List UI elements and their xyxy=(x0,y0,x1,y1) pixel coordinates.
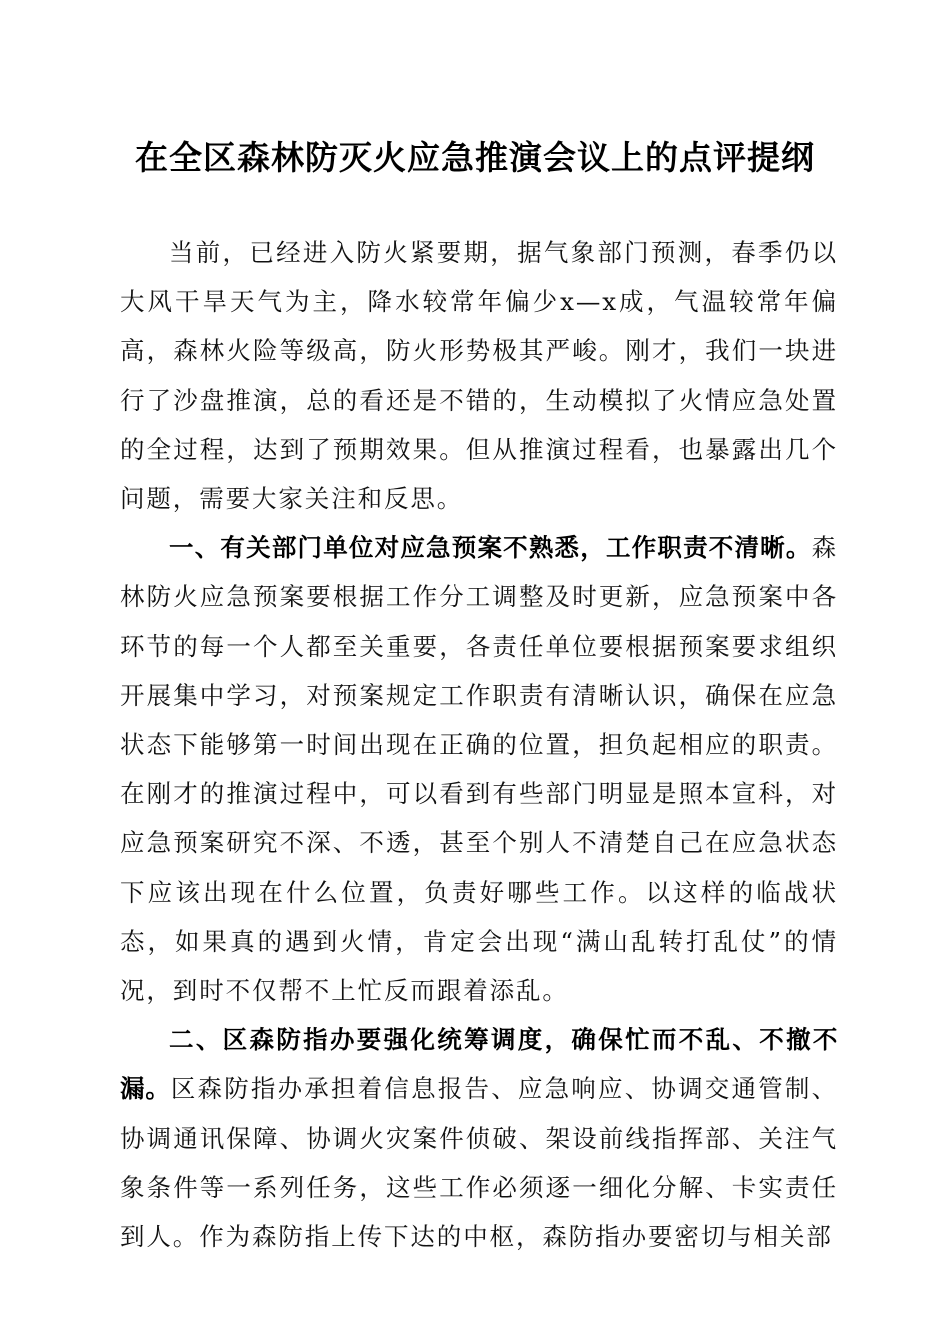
paragraph-section-1 xyxy=(120,523,838,1015)
document-title: 在全区森林防灭火应急推演会议上的点评提纲 xyxy=(135,138,815,177)
section-1-text: 森林防火应急预案要根据工作分工调整及时更新，应急预案中各环节的每一个人都至关重要，各责任单位要根据预案要求组织开展集中学习，对预案规定工作职责有清晰认识，确保在应急状态下能够第一时间出现在正确的位置，担负起相应的职责。在刚才的推演过程中，可以看到有些部门明显是照本宣科，对应急预案研究不深、不透，甚至个别人不清楚自己在应急状态下应该出现在什么位置，负责好哪些工作。以这样的临战状态，如果真的遇到火情，肯定会出现“满山乱转打乱仗”的情况，到时不仅帮不上忙反而跟着添乱。 xyxy=(120,533,838,1006)
paragraph-intro xyxy=(120,228,838,523)
section-2-text: 区森防指办承担着信息报告、应急响应、协调交通管制、协调通讯保障、协调火灾案件侦破、架设前线指挥部、关注气象条件等一系列任务，这些工作必须逐一细化分解、卡实责任到人。作为森防指上传下达的中枢，森防指办要密切与相关部 xyxy=(120,1074,839,1252)
document-body xyxy=(120,228,838,1261)
section-2-heading: 二、区森防指办要强化统筹调度，确保忙而不乱、不撤不漏。 xyxy=(120,1025,838,1104)
paragraph-intro-text: 当前，已经进入防火紧要期，据气象部门预测，春季仍以大风干旱天气为主，降水较常年偏少x—x成，气温较常年偏高，森林火险等级高，防火形势极其严峻。刚才，我们一块进行了沙盘推演，总的看还是不错的，生动模拟了火情应急处置的全过程，达到了预期效果。但从推演过程看，也暴露出几个问题，需要大家关注和反思。 xyxy=(120,238,838,514)
section-1-heading: 一、有关部门单位对应急预案不熟悉，工作职责不清晰。 xyxy=(169,533,812,563)
paragraph-section-2 xyxy=(120,1015,838,1261)
